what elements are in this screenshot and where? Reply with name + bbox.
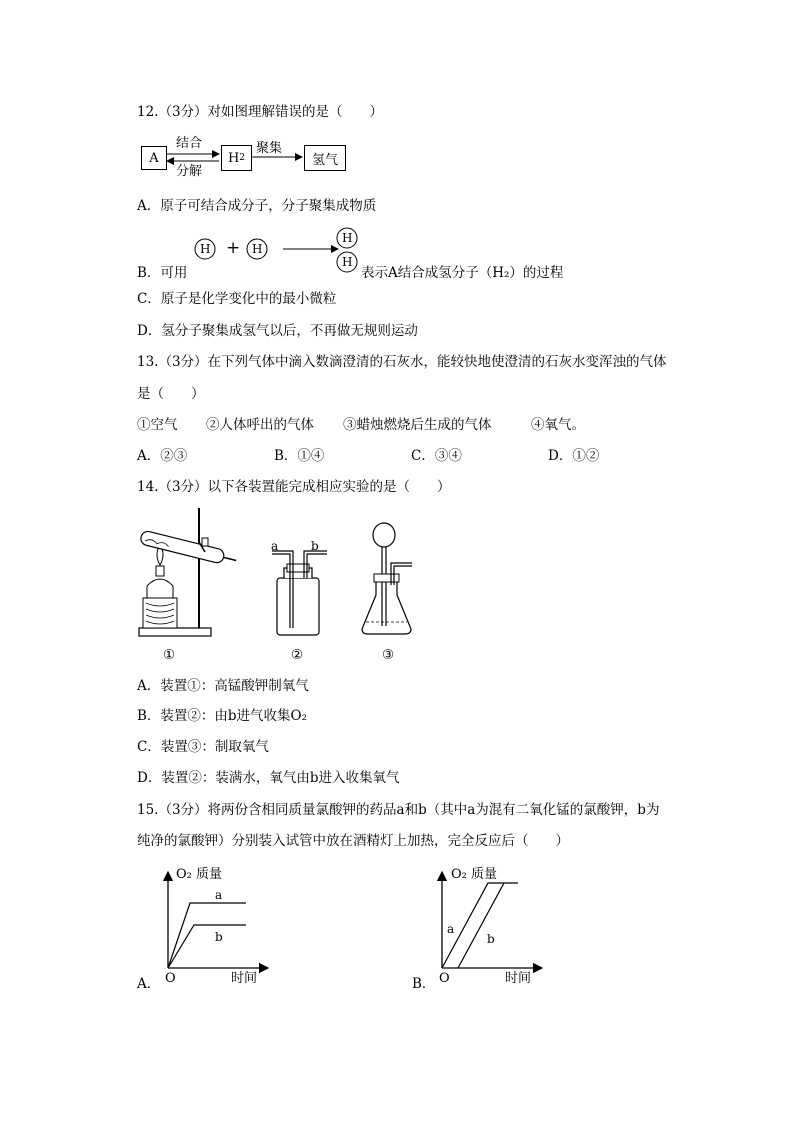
plus-sign: + <box>226 238 241 258</box>
diagram-box-a: A <box>141 146 167 170</box>
q15-stem-line1: 15.（3分）将两份含相同质量氯酸钾的药品a和b（其中a为混有二氧化锰的氯酸钾，b为 <box>137 802 660 818</box>
q12-option-b-prefix[interactable]: B．可用 <box>137 265 188 281</box>
q12-option-b-suffix: 表示A结合成氢分子（H₂）的过程 <box>361 265 564 281</box>
molecule-h-bottom-label: H <box>342 255 353 269</box>
graph-a-origin: O <box>165 971 176 986</box>
atom-h-1-label: H <box>200 242 211 256</box>
q13-option-b[interactable]: B．①④ <box>274 448 325 464</box>
graph-b-curve-a-label: a <box>447 922 455 936</box>
q14-stem: 14.（3分）以下各装置能完成相应实验的是（ ） <box>137 479 451 495</box>
tube-b-label: b <box>311 539 319 553</box>
q13-option-d[interactable]: D．①② <box>548 448 600 464</box>
apparatus-1-label: ① <box>163 647 176 663</box>
apparatus-2-label: ② <box>291 647 304 663</box>
graph-a-curve-a-label: a <box>215 888 223 902</box>
q13-option-a[interactable]: A．②③ <box>137 448 188 464</box>
diagram-arrow1-bottom-label: 分解 <box>176 164 203 179</box>
diagram-arrow1-top-label: 结合 <box>176 136 203 151</box>
q14-option-c[interactable]: C．装置③：制取氧气 <box>137 739 269 755</box>
q14-option-a[interactable]: A．装置①：高锰酸钾制氧气 <box>137 678 309 694</box>
apparatus-3-label: ③ <box>382 647 395 663</box>
q15-stem-line2: 纯净的氯酸钾）分别装入试管中放在酒精灯上加热，完全反应后（ ） <box>137 833 569 849</box>
q12-stem: 12.（3分）对如图理解错误的是（ ） <box>137 104 384 120</box>
q12-option-a[interactable]: A．原子可结合成分子，分子聚集成物质 <box>137 198 377 214</box>
graph-a-x-label: 时间 <box>231 971 258 986</box>
diagram-box-h2: H 2 <box>221 145 252 171</box>
diagram-box-hydrogen-gas: 氢气 <box>304 145 346 171</box>
q13-item-4: ④氧气。 <box>531 417 585 433</box>
graph-b-option-label[interactable]: B． <box>412 976 436 992</box>
q13-option-c[interactable]: C．③④ <box>411 448 462 464</box>
molecule-h-top-label: H <box>342 231 353 245</box>
q13-stem-line1: 13.（3分）在下列气体中滴入数滴澄清的石灰水，能较快地使澄清的石灰水变浑浊的气体 <box>137 354 667 370</box>
graph-b-curve-b-label: b <box>487 932 495 946</box>
q13-item-1: ①空气 <box>137 417 178 433</box>
q14-option-d[interactable]: D．装置②：装满水，氧气由b进入收集氧气 <box>137 770 400 786</box>
q13-item-3: ③蜡烛燃烧后生成的气体 <box>343 417 492 433</box>
diagram-arrow2-top-label: 聚集 <box>256 141 283 156</box>
q13-stem-line2: 是（ ） <box>137 386 205 402</box>
graph-a-curve-b-label: b <box>215 930 223 944</box>
q12-option-d[interactable]: D．氢分子聚集成氢气以后，不再做无规则运动 <box>137 323 418 339</box>
graph-a-option-label[interactable]: A． <box>137 976 161 992</box>
graph-b-y-label: O₂ 质量 <box>451 867 498 882</box>
graph-b-origin: O <box>439 971 450 986</box>
q14-option-b[interactable]: B．装置②：由b进气收集O₂ <box>137 708 308 724</box>
graph-b-x-label: 时间 <box>505 971 532 986</box>
tube-a-label: a <box>271 539 279 553</box>
q13-item-2: ②人体呼出的气体 <box>206 417 314 433</box>
q12-option-c[interactable]: C．原子是化学变化中的最小微粒 <box>137 291 337 307</box>
atom-h-2-label: H <box>252 242 263 256</box>
graph-a-y-label: O₂ 质量 <box>176 867 223 882</box>
